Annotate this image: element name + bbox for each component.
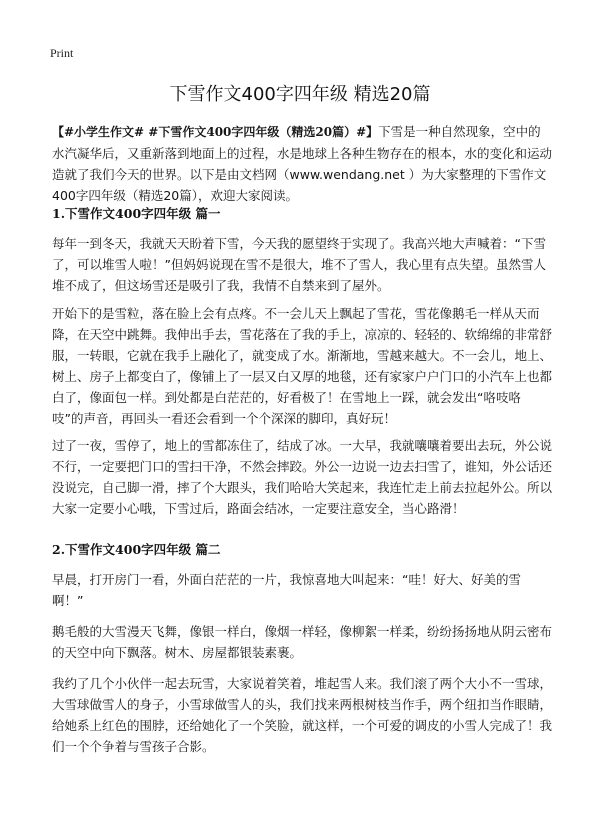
page-title: 下雪作文400字四年级 精选20篇 bbox=[169, 84, 431, 105]
section-2-paragraph-3 bbox=[52, 673, 552, 757]
intro-text: 下雪是一种自然现象，空中的水汽凝华后，又重新落到地面上的过程，水是地球上各种生物存在的根本，水的变化和运动造就了我们今天的世界。以下是由文档网（www.wendang.net ）为大家整理的下雪作文400字四年级（精选20篇），欢迎大家阅读。 bbox=[52, 124, 553, 203]
paragraph-text: 过了一夜，雪停了，地上的雪都冻住了，结成了冰。一大早，我就嚷嚷着要出去玩，外公说不行，一定要把门口的雪扫干净，不然会摔跤。外公一边说一边去扫雪了，谁知，外公话还没说完，自己脚一滑，摔了个大跟头，我们哈哈大笑起来，我连忙走上前去拉起外公。所以大家一定要小心哦，下雪过后，路面会结冰，一定要注意安全，当心路滑！ bbox=[52, 438, 553, 516]
paragraph-text: 我约了几个小伙伴一起去玩雪，大家说着笑着，堆起雪人来。我们滚了两个大小不一雪球，大雪球做雪人的身子，小雪球做雪人的头，我们找来两根树枝当作手，两个纽扣当作眼睛，给她系上红色的围脖，还给她化了一个笑脸，就这样，一个可爱的调皮的小雪人完成了！我们一个个争着与雪孩子合影。 bbox=[52, 676, 553, 754]
print-label: Print bbox=[50, 46, 74, 60]
section-1-paragraph-1 bbox=[52, 233, 552, 296]
section-2-paragraph-1 bbox=[52, 569, 552, 611]
intro-paragraph bbox=[52, 121, 552, 206]
paragraph-text: 早晨，打开房门一看，外面白茫茫的一片，我惊喜地大叫起来：“哇！好大、好美的雪啊！” bbox=[52, 572, 521, 608]
section-1-paragraph-3 bbox=[52, 435, 552, 519]
section-heading-2: 2.下雪作文400字四年级 篇二 bbox=[52, 542, 221, 557]
intro-tag: 【#小学生作文# #下雪作文400字四年级（精选20篇）#】 bbox=[52, 125, 379, 139]
section-2-paragraph-2 bbox=[52, 621, 552, 663]
paragraph-text: 开始下的是雪粒，落在脸上会有点疼。不一会儿天上飘起了雪花，雪花像鹅毛一样从天而降，在天空中跳舞。我伸出手去，雪花落在了我的手上，凉凉的、轻轻的、软绵绵的非常舒服，一转眼，它就在我手上融化了，就变成了水。渐渐地，雪越来越大。不一会儿，地上、树上、房子上都变白了，像铺上了一层又白又厚的地毯，还有家家户户门口的小汽车上也都白了，像面包一样。到处都是白茫茫的，好看极了！在雪地上一踩，就会发出“咯吱咯吱”的声音，再回头一看还会看到一个个深深的脚印，真好玩！ bbox=[52, 306, 553, 426]
section-heading-1: 1.下雪作文400字四年级 篇一 bbox=[52, 206, 221, 221]
section-1-paragraph-2 bbox=[52, 303, 552, 429]
paragraph-text: 鹅毛般的大雪漫天飞舞，像银一样白，像烟一样轻，像柳絮一样柔，纷纷扬扬地从阴云密布的天空中向下飘落。树木、房屋都银装素裹。 bbox=[52, 624, 553, 660]
paragraph-text: 每年一到冬天，我就天天盼着下雪，今天我的愿望终于实现了。我高兴地大声喊着：“下雪了，可以堆雪人啦！”但妈妈说现在雪不是很大，堆不了雪人，我心里有点失望。虽然雪人堆不成了，但这场雪还是吸引了我，我情不自禁来到了屋外。 bbox=[52, 236, 546, 293]
